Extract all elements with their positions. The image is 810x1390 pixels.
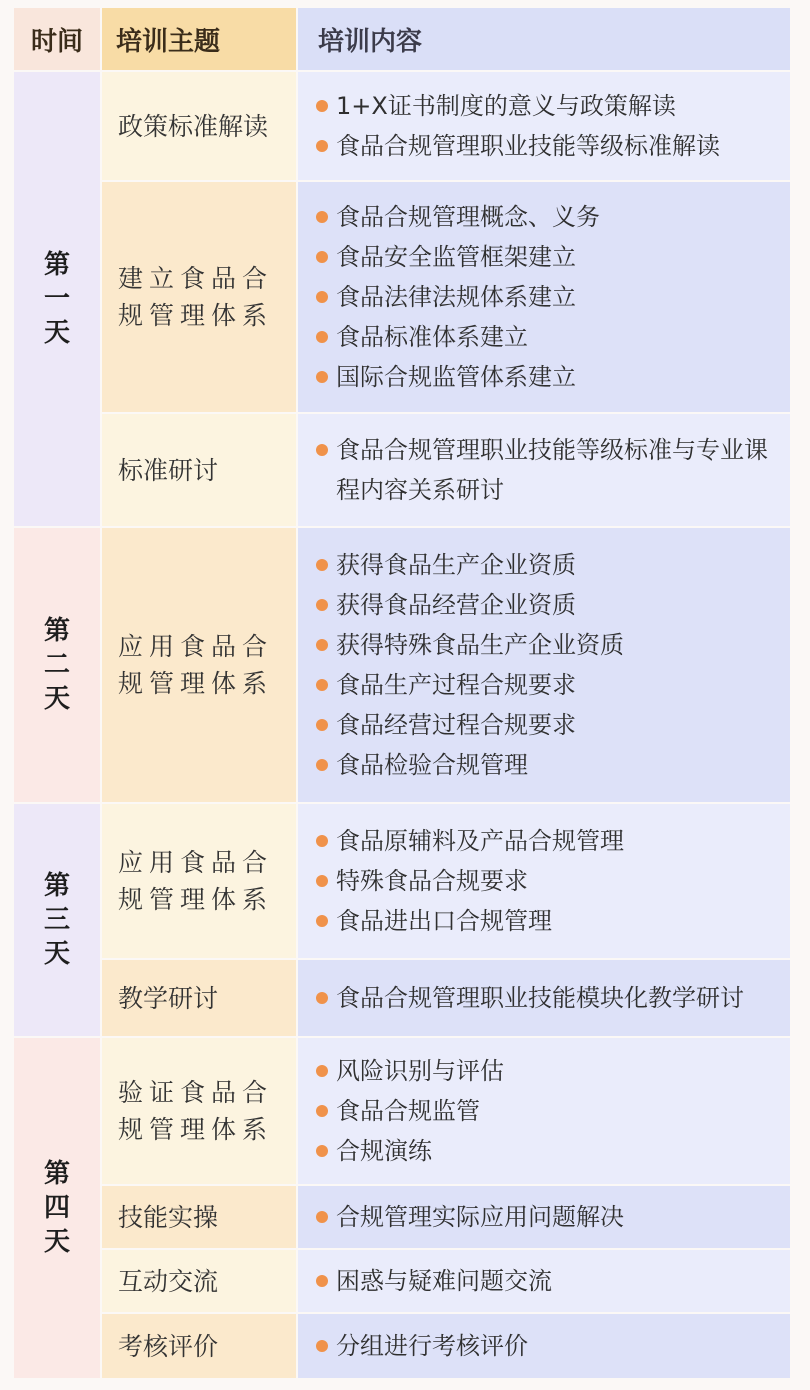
list-item: 食品法律法规体系建立 <box>316 277 790 317</box>
training-schedule-table <box>14 8 790 1378</box>
bullet-dot-icon <box>316 1145 328 1157</box>
list-item: 食品原辅料及产品合规管理 <box>316 821 790 861</box>
list-item: 食品安全监管框架建立 <box>316 237 790 277</box>
topic-label: 应用食品合规管理体系 <box>118 848 274 914</box>
bullet-dot-icon <box>316 1275 328 1287</box>
content-cell <box>298 960 790 1036</box>
bullet-dot-icon <box>316 1105 328 1117</box>
content-cell <box>298 72 790 180</box>
topic-label: 建立食品合规管理体系 <box>118 264 274 330</box>
topic-cell <box>102 1186 296 1248</box>
topic-label: 应用食品合规管理体系 <box>118 632 274 698</box>
header-topic: 培训主题 <box>102 8 296 70</box>
list-item: 国际合规监管体系建立 <box>316 357 790 397</box>
bullet-dot-icon <box>316 1340 328 1352</box>
bullet-dot-icon <box>316 679 328 691</box>
list-item: 风险识别与评估 <box>316 1051 790 1091</box>
list-item: 获得特殊食品生产企业资质 <box>316 625 790 665</box>
day-label: 第一天 <box>43 250 70 348</box>
header-content: 培训内容 <box>298 8 790 70</box>
topic-cell <box>102 182 296 412</box>
content-cell <box>298 528 790 802</box>
topic-label: 标准研讨 <box>118 455 219 485</box>
bullet-dot-icon <box>316 371 328 383</box>
day-cell-3 <box>14 804 100 1036</box>
header-time: 时间 <box>14 8 100 70</box>
bullet-dot-icon <box>316 1065 328 1077</box>
bullet-dot-icon <box>316 875 328 887</box>
list-item: 食品经营过程合规要求 <box>316 705 790 745</box>
bullet-dot-icon <box>316 559 328 571</box>
content-cell <box>298 414 790 526</box>
bullet-dot-icon <box>316 291 328 303</box>
topic-cell <box>102 1250 296 1312</box>
bullet-dot-icon <box>316 211 328 223</box>
topic-cell <box>102 1038 296 1184</box>
list-item: 食品合规管理职业技能模块化教学研讨 <box>316 978 790 1018</box>
topic-label: 技能实操 <box>118 1202 219 1232</box>
topic-cell <box>102 804 296 958</box>
bullet-dot-icon <box>316 915 328 927</box>
list-item: 1+X证书制度的意义与政策解读 <box>316 86 790 126</box>
day-label: 第二天 <box>43 616 70 714</box>
day-label: 第三天 <box>43 871 70 969</box>
bullet-dot-icon <box>316 140 328 152</box>
topic-cell <box>102 960 296 1036</box>
list-item: 食品合规管理概念、义务 <box>316 197 790 237</box>
topic-cell <box>102 528 296 802</box>
topic-label: 考核评价 <box>118 1331 219 1361</box>
bullet-dot-icon <box>316 719 328 731</box>
list-item: 食品进出口合规管理 <box>316 901 790 941</box>
topic-label: 互动交流 <box>118 1266 219 1296</box>
content-cell <box>298 804 790 958</box>
topic-label: 政策标准解读 <box>118 111 269 141</box>
day-label: 第四天 <box>43 1159 70 1257</box>
list-item: 食品合规管理职业技能等级标准与专业课程内容关系研讨 <box>316 430 790 510</box>
list-item: 分组进行考核评价 <box>316 1326 790 1366</box>
list-item: 合规管理实际应用问题解决 <box>316 1197 790 1237</box>
list-item: 食品检验合规管理 <box>316 745 790 785</box>
list-item: 食品生产过程合规要求 <box>316 665 790 705</box>
bullet-dot-icon <box>316 992 328 1004</box>
list-item: 食品合规管理职业技能等级标准解读 <box>316 126 790 166</box>
bullet-dot-icon <box>316 639 328 651</box>
bullet-dot-icon <box>316 100 328 112</box>
bullet-dot-icon <box>316 331 328 343</box>
bullet-dot-icon <box>316 835 328 847</box>
day-cell-2 <box>14 528 100 802</box>
topic-cell <box>102 414 296 526</box>
content-cell <box>298 1186 790 1248</box>
topic-cell <box>102 1314 296 1378</box>
list-item: 困惑与疑难问题交流 <box>316 1261 790 1301</box>
bullet-dot-icon <box>316 599 328 611</box>
day-cell-1 <box>14 72 100 526</box>
list-item: 获得食品经营企业资质 <box>316 585 790 625</box>
content-cell <box>298 1250 790 1312</box>
bullet-dot-icon <box>316 444 328 456</box>
topic-label: 教学研讨 <box>118 983 219 1013</box>
content-cell <box>298 1038 790 1184</box>
topic-cell <box>102 72 296 180</box>
list-item: 合规演练 <box>316 1131 790 1171</box>
topic-label: 验证食品合规管理体系 <box>118 1078 274 1144</box>
day-cell-4 <box>14 1038 100 1378</box>
bullet-dot-icon <box>316 759 328 771</box>
list-item: 食品标准体系建立 <box>316 317 790 357</box>
bullet-dot-icon <box>316 1211 328 1223</box>
list-item: 获得食品生产企业资质 <box>316 545 790 585</box>
list-item: 食品合规监管 <box>316 1091 790 1131</box>
content-cell <box>298 182 790 412</box>
content-cell <box>298 1314 790 1378</box>
list-item: 特殊食品合规要求 <box>316 861 790 901</box>
bullet-dot-icon <box>316 251 328 263</box>
